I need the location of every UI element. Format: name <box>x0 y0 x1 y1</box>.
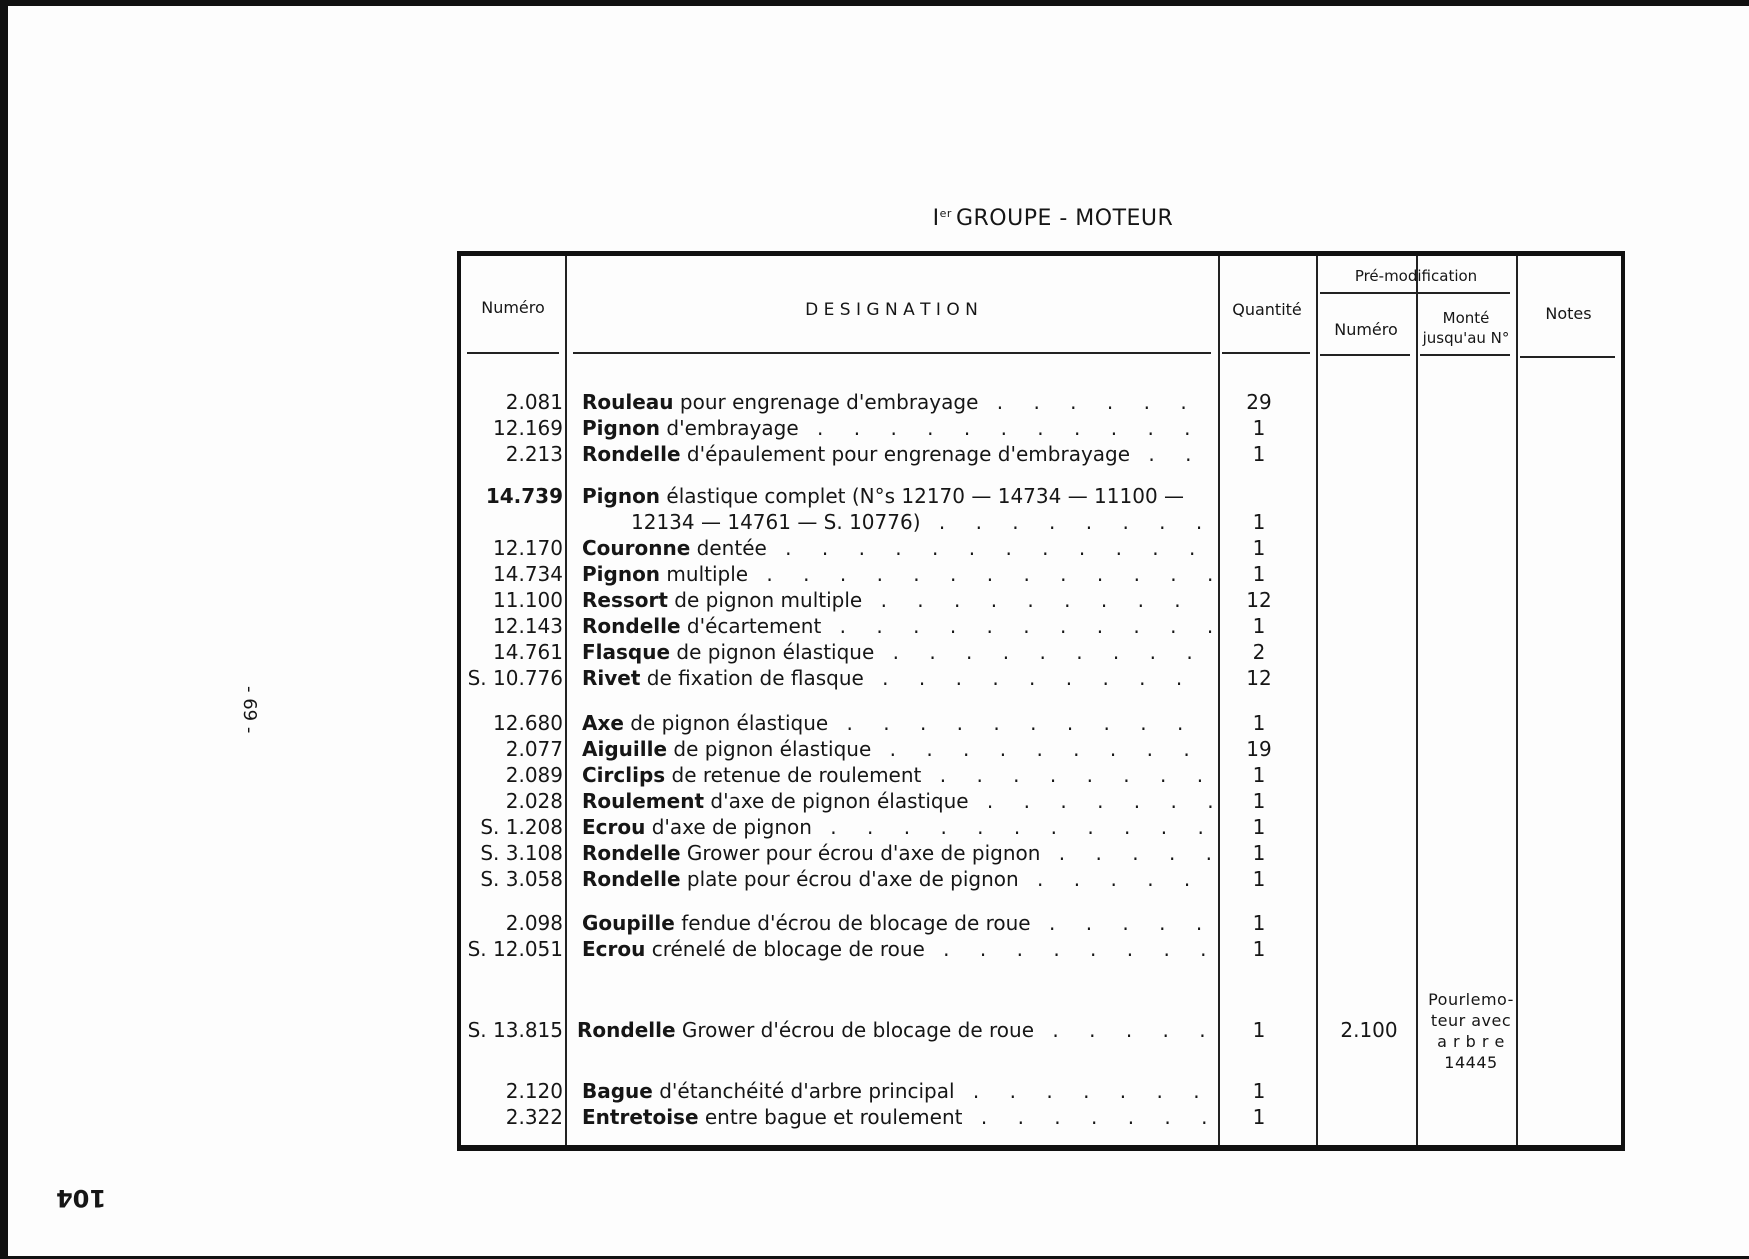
table-row: 12.169 Pignon d'embrayage . . . 1 <box>461 416 1621 442</box>
header-numero: Numéro <box>481 298 545 317</box>
table-row: 11.100 Ressort de pignon multiple . . . 12 <box>461 588 1621 614</box>
table-row: 2.120 Bague d'étanchéité d'arbre principal . . . 1 <box>461 1079 1621 1105</box>
table-row: 2.213 Rondelle d'épaulement pour engrenage d'embrayage . . . 1 <box>461 442 1621 468</box>
table-row: S. 10.776 Rivet de fixation de flasque . . . 12 <box>461 666 1621 692</box>
header-notes: Notes <box>1545 304 1592 323</box>
table-row: 12.170 Couronne dentée . . . 1 <box>461 536 1621 562</box>
table-row: S. 3.058 Rondelle plate pour écrou d'axe de pignon . . . 1 <box>461 867 1621 893</box>
premod-numero-value: 2.100 <box>1340 1018 1398 1042</box>
header-quantite: Quantité <box>1232 300 1302 319</box>
page-number: 104 <box>56 1184 107 1212</box>
table-row: 2.077 Aiguille de pignon élastique . . . 19 <box>461 737 1621 763</box>
header-premodification: Pré-modification <box>1354 267 1478 285</box>
table-row: 14.761 Flasque de pignon élastique . . . 2 <box>461 640 1621 666</box>
table-row: 2.089 Circlips de retenue de roulement . . . 1 <box>461 763 1621 789</box>
table-row: 12134 — 14761 — S. 10776) . . . 1 <box>461 510 1621 536</box>
table-row: S. 1.208 Ecrou d'axe de pignon . . . 1 <box>461 815 1621 841</box>
table-row: 14.734 Pignon multiple . . . 1 <box>461 562 1621 588</box>
table-row: 12.680 Axe de pignon élastique . . . 1 <box>461 711 1621 737</box>
table-row: S. 12.051 Ecrou crénelé de blocage de roue . . . 1 <box>461 937 1621 963</box>
table-row: S. 13.815 Rondelle Grower d'écrou de blocage de roue . . . 1 2.100 <box>461 1018 1621 1044</box>
header-monte: Monté jusqu'au N° <box>1422 309 1510 347</box>
table-row: 2.322 Entretoise entre bague et roulement . . . 1 <box>461 1105 1621 1131</box>
header-designation: D E S I G N A T I O N <box>805 300 978 320</box>
table-row: 14.739 Pignon élastique complet (N°s 12170 — 14734 — 11100 — <box>485 484 1185 508</box>
table-row: 12.143 Rondelle d'écartement . . . 1 <box>461 614 1621 640</box>
premod-monte-note: Pourlemo- teur avec a r b r e 14445 <box>1428 990 1514 1072</box>
table-row: 2.098 Goupille fendue d'écrou de blocage de roue . . . 1 <box>461 911 1621 937</box>
table-row: 2.028 Roulement d'axe de pignon élastique . . . 1 <box>461 789 1621 815</box>
parts-table <box>457 251 1625 1151</box>
side-page-number: - 69 - <box>239 686 260 734</box>
table-row: 2.081 Rouleau pour engrenage d'embrayage . . . 29 <box>461 390 1621 416</box>
section-title: Ier GROUPE - MOTEUR <box>932 206 1174 231</box>
table-row: S. 3.108 Rondelle Grower pour écrou d'axe de pignon . . . 1 <box>461 841 1621 867</box>
header-premod-numero: Numéro <box>1334 320 1398 339</box>
